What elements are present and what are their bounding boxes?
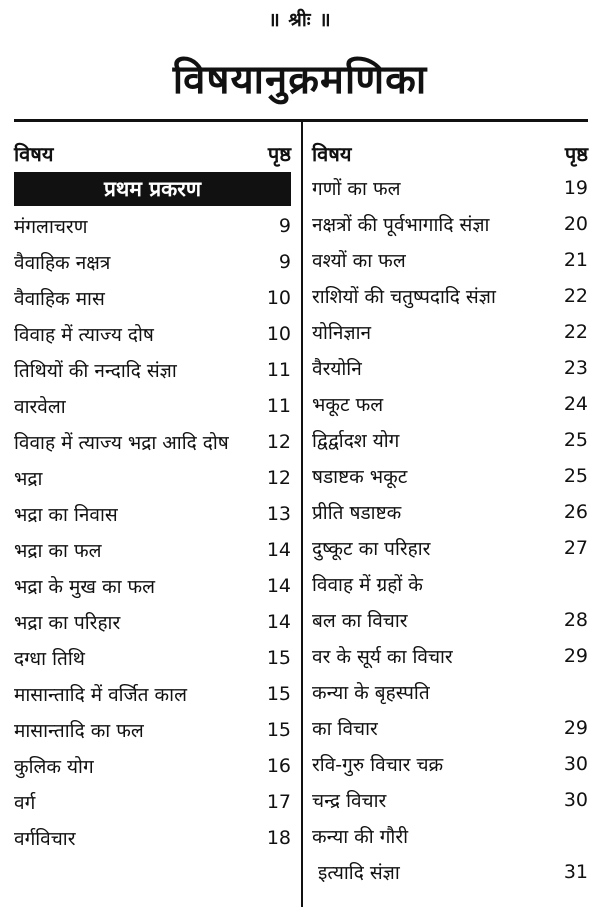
- toc-entry-topic: भद्रा: [14, 468, 43, 490]
- invocation-mark: ॥ श्रीः ॥: [268, 9, 332, 31]
- toc-entry-topic: का विचार: [312, 718, 378, 740]
- toc-entry-topic: दग्धा तिथि: [14, 648, 85, 670]
- toc-entry-topic: तिथियों की नन्दादि संज्ञा: [14, 360, 177, 382]
- toc-entry-topic: वैवाहिक नक्षत्र: [14, 252, 111, 274]
- toc-entry: [312, 386, 588, 422]
- toc-entry-page: 15: [266, 647, 291, 669]
- toc-entry-topic: वर्ग: [14, 792, 36, 814]
- toc-entry: [14, 244, 291, 280]
- toc-entry: [14, 568, 291, 604]
- toc-entry-page: 12: [266, 431, 291, 453]
- toc-entry-topic: दुष्कूट का परिहार: [312, 538, 431, 560]
- toc-entry-topic: भद्रा का निवास: [14, 504, 118, 526]
- toc-entry: [312, 314, 588, 350]
- toc-entry: [312, 566, 588, 602]
- left-column: [14, 136, 291, 856]
- toc-entry-page: 29: [563, 645, 588, 667]
- toc-entry-page: 28: [563, 609, 588, 631]
- toc-entry-topic: कुलिक योग: [14, 756, 94, 778]
- toc-entry-topic: राशियों की चतुष्पदादि संज्ञा: [312, 286, 496, 308]
- toc-entry: [14, 388, 291, 424]
- toc-entry: [14, 352, 291, 388]
- toc-entry-topic: द्विर्द्वादश योग: [312, 430, 400, 452]
- toc-entry-topic: प्रीति षडाष्टक: [312, 502, 402, 524]
- toc-entry: [312, 782, 588, 818]
- toc-entry-topic: भद्रा के मुख का फल: [14, 576, 156, 598]
- toc-entry: [14, 676, 291, 712]
- toc-entry-topic: षडाष्टक भकूट: [312, 466, 408, 488]
- topic-header: विषय: [14, 141, 54, 166]
- toc-entry-page: 26: [563, 501, 588, 523]
- toc-entry-page: 31: [563, 861, 588, 883]
- toc-entry-page: 17: [266, 791, 291, 813]
- toc-entry-page: 11: [266, 395, 291, 417]
- toc-entry: [312, 206, 588, 242]
- toc-entry: [312, 278, 588, 314]
- toc-entry-page: 22: [563, 321, 588, 343]
- toc-entry-page: 25: [563, 465, 588, 487]
- page-header: पृष्ठ: [564, 141, 588, 166]
- toc-entry: [14, 280, 291, 316]
- toc-entry-topic: मासान्तादि का फल: [14, 720, 144, 742]
- toc-entry-page: 15: [266, 683, 291, 705]
- toc-entry-page: 23: [563, 357, 588, 379]
- toc-entry-page: 18: [266, 827, 291, 849]
- toc-entry: [312, 818, 588, 854]
- toc-entry: [14, 532, 291, 568]
- toc-entry-topic: वैवाहिक मास: [14, 288, 105, 310]
- toc-entry-topic: कन्या के बृहस्पति: [312, 682, 430, 704]
- left-column-header: [14, 136, 291, 170]
- toc-entry-page: 21: [563, 249, 588, 271]
- toc-entry-page: 13: [266, 503, 291, 525]
- toc-entry-topic: योनिज्ञान: [312, 322, 372, 344]
- toc-entry: [312, 602, 588, 638]
- toc-entry: [312, 242, 588, 278]
- toc-entry-page: 14: [266, 611, 291, 633]
- toc-entry-page: 24: [563, 393, 588, 415]
- toc-entry-topic: वैरयोनि: [312, 358, 362, 380]
- toc-entry: [312, 422, 588, 458]
- toc-entry: [14, 748, 291, 784]
- toc-entry-page: 27: [563, 537, 588, 559]
- section-heading: [14, 172, 291, 206]
- toc-entry: [14, 820, 291, 856]
- toc-entry: [312, 530, 588, 566]
- toc-entry-page: 14: [266, 539, 291, 561]
- toc-entry: [312, 458, 588, 494]
- toc-entry: [312, 638, 588, 674]
- toc-entry-topic: मासान्तादि में वर्जित काल: [14, 684, 187, 706]
- toc-entry: [312, 674, 588, 710]
- toc-entry-topic: विवाह में ग्रहों के: [312, 574, 423, 596]
- toc-entry-topic: विवाह में त्याज्य दोष: [14, 324, 154, 346]
- toc-entry: [312, 710, 588, 746]
- toc-entry-topic: वश्यों का फल: [312, 250, 406, 272]
- toc-entry-page: 15: [266, 719, 291, 741]
- toc-entry: [14, 784, 291, 820]
- section-heading-label: प्रथम प्रकरण: [103, 177, 202, 201]
- toc-entry-topic: रवि-गुरु विचार चक्र: [312, 754, 444, 776]
- toc-entry: [14, 604, 291, 640]
- toc-entry-page: 16: [266, 755, 291, 777]
- toc-entry: [14, 460, 291, 496]
- right-column: [312, 136, 588, 890]
- page-title: विषयानुक्रमणिका: [172, 57, 428, 103]
- toc-entry-page: 9: [278, 251, 291, 273]
- toc-entry-topic: भद्रा का परिहार: [14, 612, 121, 634]
- page-header: पृष्ठ: [267, 141, 291, 166]
- toc-entry: [312, 746, 588, 782]
- toc-entry: [312, 494, 588, 530]
- toc-entry-page: 25: [563, 429, 588, 451]
- toc-entry-page: 29: [563, 717, 588, 739]
- toc-entry-page: 10: [266, 287, 291, 309]
- toc-entry-topic: इत्यादि संज्ञा: [318, 862, 400, 884]
- column-divider: [301, 121, 303, 907]
- topic-header: विषय: [312, 141, 352, 166]
- toc-entry: [14, 316, 291, 352]
- toc-entry-topic: वारवेला: [14, 396, 66, 418]
- toc-entry-topic: गणों का फल: [312, 178, 401, 200]
- toc-entry-topic: बल का विचार: [312, 610, 408, 632]
- toc-entry-page: 9: [278, 215, 291, 237]
- toc-entry-page: 14: [266, 575, 291, 597]
- toc-entry-topic: चन्द्र विचार: [312, 790, 387, 812]
- toc-entry-page: 20: [563, 213, 588, 235]
- toc-entry-topic: नक्षत्रों की पूर्वभागादि संज्ञा: [312, 214, 490, 236]
- toc-entry-page: 19: [563, 177, 588, 199]
- toc-entry: [14, 496, 291, 532]
- toc-entry-page: 22: [563, 285, 588, 307]
- toc-entry: [14, 640, 291, 676]
- toc-entry: [14, 712, 291, 748]
- toc-entry: [312, 170, 588, 206]
- toc-entry-page: 30: [563, 753, 588, 775]
- toc-entry-page: 10: [266, 323, 291, 345]
- toc-entry-topic: भद्रा का फल: [14, 540, 102, 562]
- toc-entry-topic: कन्या की गौरी: [312, 826, 409, 848]
- toc-entry-topic: विवाह में त्याज्य भद्रा आदि दोष: [14, 432, 229, 454]
- toc-entry-topic: मंगलाचरण: [14, 216, 88, 238]
- toc-entry: [14, 424, 291, 460]
- toc-entry-topic: वर के सूर्य का विचार: [312, 646, 453, 668]
- toc-entry-page: 11: [266, 359, 291, 381]
- toc-entry: [312, 350, 588, 386]
- toc-entry-page: 30: [563, 789, 588, 811]
- toc-entry: [312, 854, 588, 890]
- toc-entry-page: 12: [266, 467, 291, 489]
- toc-entry-topic: वर्गविचार: [14, 828, 76, 850]
- right-column-header: [312, 136, 588, 170]
- toc-entry-topic: भकूट फल: [312, 394, 384, 416]
- toc-entry: [14, 208, 291, 244]
